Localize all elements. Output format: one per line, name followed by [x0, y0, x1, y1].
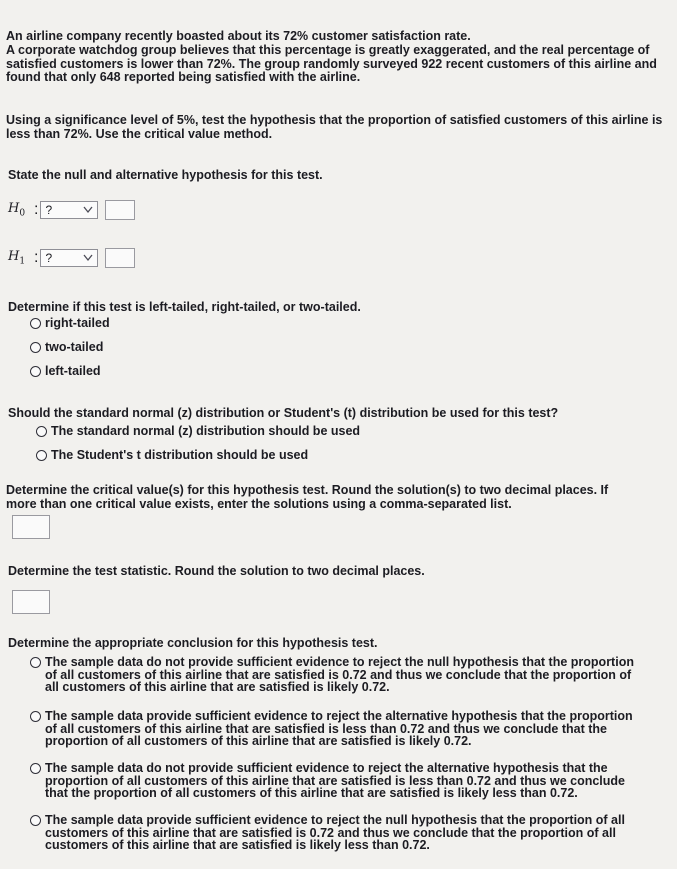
radio-icon [30, 657, 41, 668]
h0-row: $H_0$ : ? [8, 198, 135, 222]
scenario-text: A corporate watchdog group believes that this percentage is greatly exaggerated, and the real percentage of satisfied customers is lower than 72%. The group randomly surveyed 922 recent customers of this airline and found that only 648 reported being satisfied with the airline. [6, 43, 657, 84]
conclusion-prompt: Determine the appropriate conclusion for this hypothesis test. [8, 636, 378, 650]
radio-icon [30, 366, 41, 377]
chevron-down-icon [83, 206, 93, 214]
conclusion-option-1[interactable]: The sample data do not provide sufficient evidence to reject the null hypothesis that the proportion of all customers of this airline that are satisfied is 0.72 and thus we conclude that the proportion of all customers of this airline that are satisfied is likely 0.72. [30, 656, 635, 694]
h1-select[interactable] [40, 249, 98, 267]
statistic-prompt: Determine the test statistic. Round the solution to two decimal places. [8, 564, 425, 578]
tail-option-left[interactable]: left-tailed [30, 365, 101, 378]
instructions-text: Using a significance level of 5%, test the hypothesis that the proportion of satisfied customers of this airline is less than 72%. Use the critical value method. [6, 113, 663, 141]
radio-icon [30, 763, 41, 774]
test-statistic-input[interactable] [12, 590, 50, 614]
h0-label: $H_0$ [8, 201, 26, 219]
conclusion-option-2[interactable]: The sample data provide sufficient evidence to reject the alternative hypothesis that the proportion of all customers of this airline that are satisfied is less than 0.72 and thus we conclude that the proportion of all customers of this airline that are satisfied is likely 0.72. [30, 710, 635, 748]
h0-value-input[interactable] [105, 200, 135, 220]
radio-icon [30, 318, 41, 329]
h1-value-input[interactable] [105, 248, 135, 268]
conclusion-option-3[interactable]: The sample data do not provide sufficient evidence to reject the alternative hypothesis that the proportion of all customers of this airline that are satisfied is less than 0.72 and thus we conclude that the proportion of all customers of this airline that are satisfied is likely less than 0.72. [30, 762, 635, 800]
chevron-down-icon [83, 254, 93, 262]
tail-option-right[interactable]: right-tailed [30, 317, 110, 330]
conclusion-option-4[interactable]: The sample data provide sufficient evidence to reject the null hypothesis that the proportion of all customers of this airline that are satisfied is 0.72 and thus we conclude that the proportion of all customers of this airline that are satisfied is likely less than 0.72. [30, 814, 635, 852]
radio-icon [36, 450, 47, 461]
radio-icon [30, 815, 41, 826]
h0-select[interactable] [40, 201, 98, 219]
tail-prompt: Determine if this test is left-tailed, right-tailed, or two-tailed. [8, 300, 361, 314]
radio-icon [30, 342, 41, 353]
tail-option-two[interactable]: two-tailed [30, 341, 103, 354]
distribution-option-t[interactable]: The Student's t distribution should be used [36, 449, 308, 462]
h1-row: $H_1$ : ? [8, 246, 135, 270]
radio-icon [36, 426, 47, 437]
radio-icon [30, 711, 41, 722]
h0-select-value: ? [45, 203, 53, 217]
h1-select-value: ? [45, 251, 53, 265]
hypotheses-prompt: State the null and alternative hypothesis for this test. [8, 168, 323, 182]
intro-text: An airline company recently boasted about its 72% customer satisfaction rate. [6, 29, 471, 43]
h1-label: $H_1$ [8, 249, 26, 267]
distribution-option-z[interactable]: The standard normal (z) distribution should be used [36, 425, 360, 438]
critical-value-input[interactable] [12, 515, 50, 539]
distribution-prompt: Should the standard normal (z) distribution or Student's (t) distribution be used for this test? [8, 406, 559, 420]
critical-prompt: Determine the critical value(s) for this hypothesis test. Round the solution(s) to two decimal places. If more than one critical value exists, enter the solutions using a comma-separated list. [6, 483, 609, 511]
